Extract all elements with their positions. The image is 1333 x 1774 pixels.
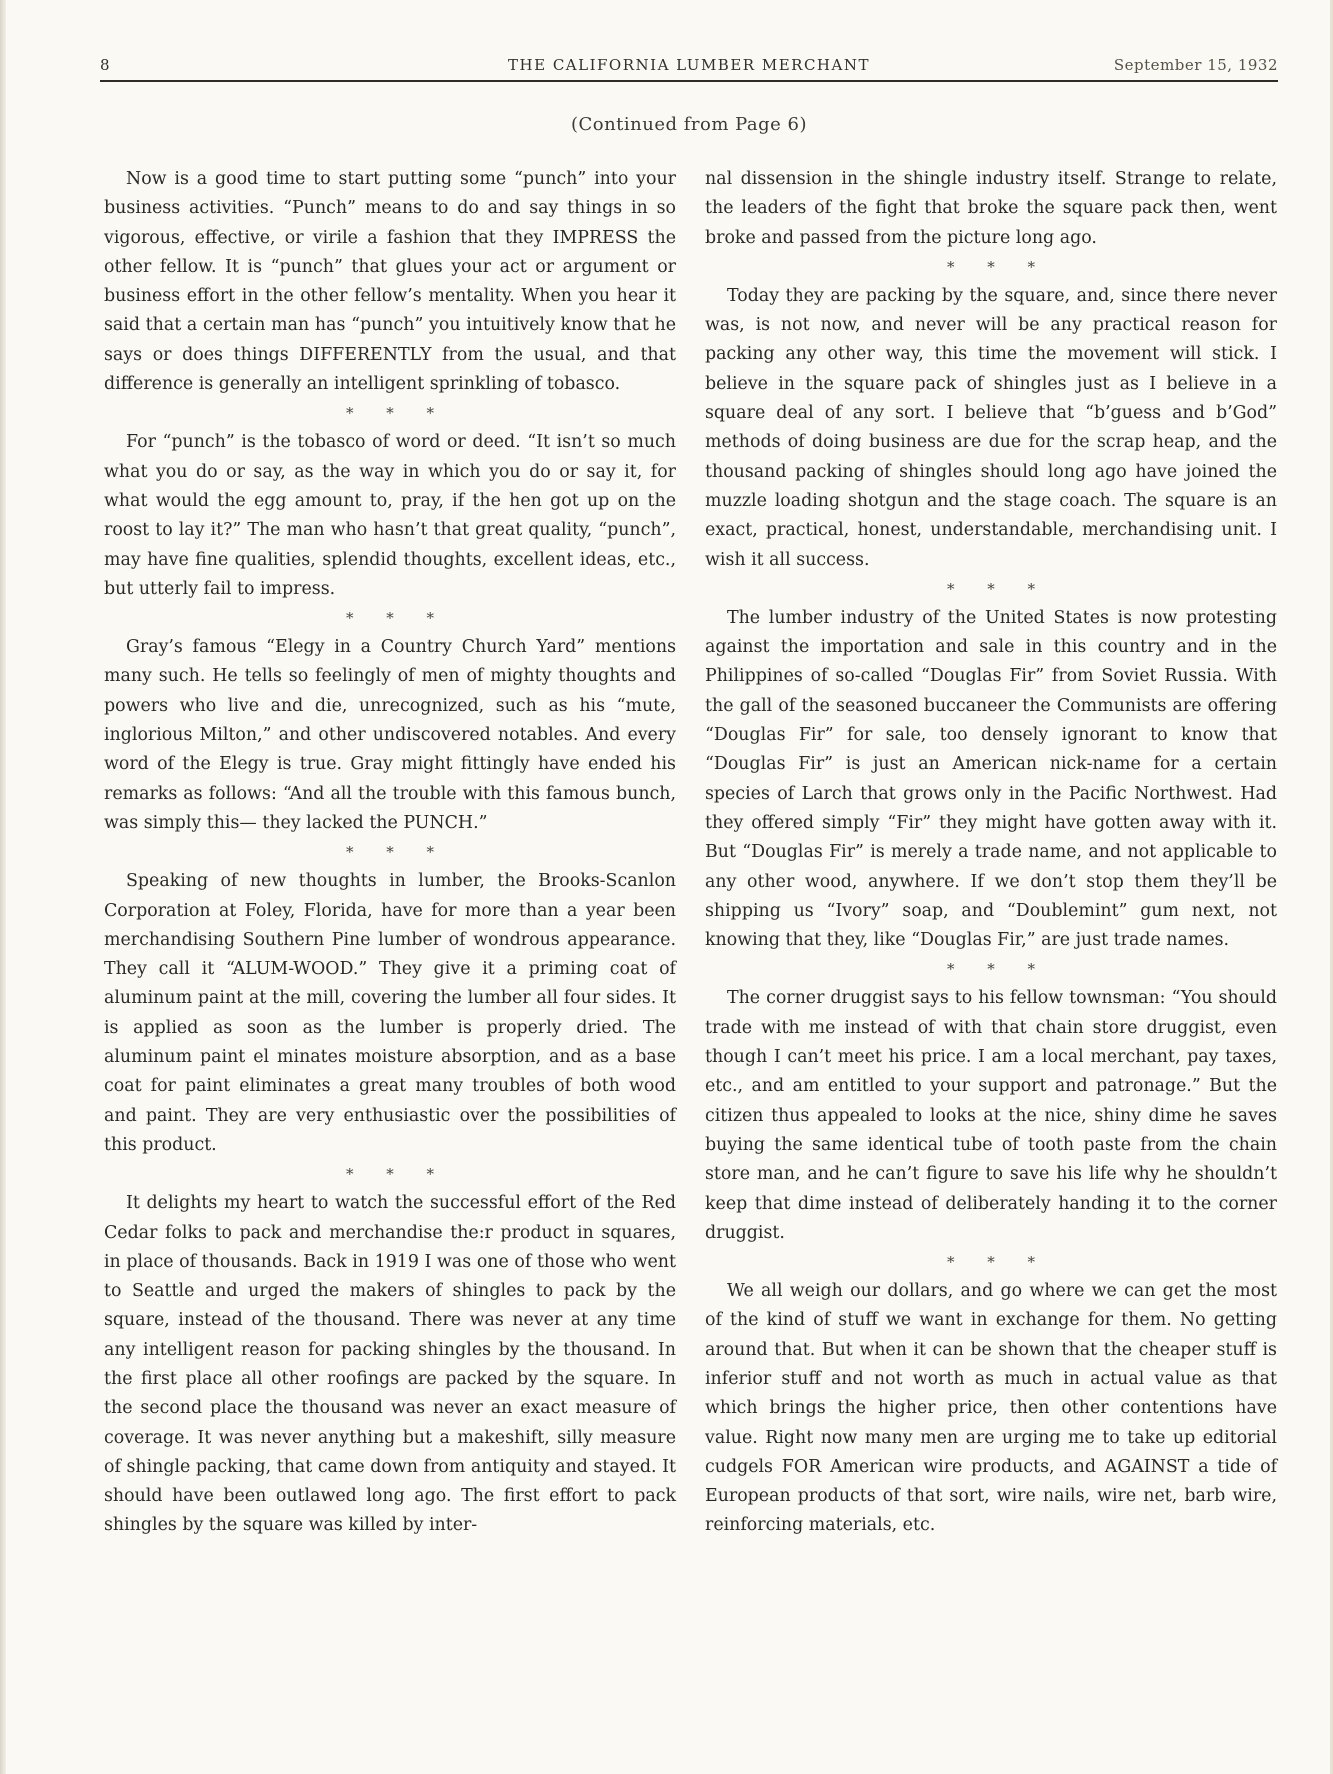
section-separator: * * *	[946, 257, 1050, 276]
paragraph-dollars: We all weigh our dollars, and go where we can get the most of the kind of stuff we want in exchange for them. No getting around that. But when it can be shown that the cheaper stuff is inferior stuff and not worth as much in actual value as that which brings the higher price, then other contentions have value. Right now many men are urging me to take up editorial cudgels FOR American wire products, and AGAINST a tide of European products of that sort, wire nails, wire net, barb wire, reinforcing materials, etc.	[705, 1281, 1277, 1536]
section-separator: * * *	[345, 609, 449, 628]
paragraph-tobasco: For “punch” is the tobasco of word or deed. “It isn’t so much what you do or say, as the way in which you do or say it, for what would the egg amount to, pray, if the hen got up on the roost to lay it?” The man who hasn’t that great quality, “punch”, may have fine qualities, splendid thoughts, excellent ideas, etc., but utterly fail to impress.	[104, 432, 676, 599]
section-separator: * * *	[946, 1253, 1050, 1272]
paragraph-dissension: nal dissension in the shingle industry itself. Strange to relate, the leaders of the fight that broke the square pack then, went broke and passed from the picture long ago.	[705, 169, 1277, 248]
journal-title: THE CALIFORNIA LUMBER MERCHANT	[508, 56, 870, 74]
page-number: 8	[100, 56, 111, 74]
paragraph-corner-druggist: The corner druggist says to his fellow townsman: “You should trade with me instead of with that chain store druggist, even though I can’t meet his price. I am a local merchant, pay taxes, etc., and am entitled to your support and patronage.” But the citizen thus appealed to looks at the nice, shiny dime he saves buying the same identical tube of tooth paste from the chain store man, and he can’t figure to save his life why he shouldn’t keep that dime instead of deliberately handing it to the corner druggist.	[705, 988, 1277, 1243]
paragraph-alum-wood: Speaking of new thoughts in lumber, the Brooks-Scanlon Corporation at Foley, Florida, have for more than a year been merchandising Southern Pine lumber of wondrous appearance. They call it “ALUM-WOOD.” They give it a priming coat of aluminum paint at the mill, covering the lumber all four sides. It is applied as soon as the lumber is properly dried. The aluminum paint el minates moisture absorption, and as a base coat for paint eliminates a great many troubles of both wood and paint. They are very enthusiastic over the possibilities of this product.	[104, 871, 676, 1155]
right-column	[705, 165, 1277, 1541]
section-separator: * * *	[345, 1165, 449, 1184]
header-rule	[100, 80, 1278, 82]
issue-date: September 15, 1932	[1113, 56, 1278, 74]
running-header	[100, 54, 1278, 80]
section-separator: * * *	[345, 843, 449, 862]
section-separator: * * *	[345, 404, 449, 423]
page-binding-edge	[0, 0, 6, 1774]
continued-note: (Continued from Page 6)	[570, 114, 808, 135]
left-column	[104, 165, 676, 1541]
paragraph-douglas-fir: The lumber industry of the United States is now protesting against the importation and sale in this country and in the Philippines of so-called “Douglas Fir” from Soviet Russia. With the gall of the seasoned buccaneer the Communists are offering “Douglas Fir” for sale, too densely ignorant to know that “Douglas Fir” is just an American nick-name for a certain species of Larch that grows only in the Pacific Northwest. Had they offered simply “Fir” they might have gotten away with it. But “Douglas Fir” is merely a trade name, and not applicable to any other wood, anywhere. If we don’t stop them they’ll be shipping us “Ivory” soap, and “Doublemint” gum next, not knowing that they, like “Douglas Fir,” are just trade names.	[705, 607, 1277, 951]
paragraph-punch: Now is a good time to start putting some “punch” into your business activities. “Punch” means to do and say things in so vigorous, effective, or virile a fashion that they IMPRESS the other fellow. It is “punch” that glues your act or argument or business effort in the other fellow’s mentality. When you hear it said that a certain man has “punch” you intuitively know that he says or does things DIFFERENTLY from the usual, and that difference is generally an intelligent sprinkling of tobasco.	[104, 169, 676, 395]
paragraph-square-pack: Today they are packing by the square, and, since there never was, is not now, and never will be any practical reason for packing any other way, this time the movement will stick. I believe in the square pack of shingles just as I believe in a square deal of any sort. I believe that “b’guess and b’God” methods of doing business are due for the scrap heap, and the thousand packing of shingles should long ago have joined the muzzle loading shotgun and the stage coach. The square is an exact, practical, honest, understandable, merchandising unit. I wish it all success.	[705, 285, 1277, 570]
section-separator: * * *	[946, 960, 1050, 979]
paragraph-elegy: Gray’s famous “Elegy in a Country Church Yard” mentions many such. He tells so feelingly of men of mighty thoughts and powers who live and die, unrecognized, such as his “mute, inglorious Milton,” and other undiscovered notables. And every word of the Elegy is true. Gray might fittingly have ended his remarks as follows: “And all the trouble with this famous bunch, was simply this— they lacked the PUNCH.”	[104, 637, 676, 833]
paragraph-red-cedar: It delights my heart to watch the successful effort of the Red Cedar folks to pack and merchandise the:r product in squares, in place of thousands. Back in 1919 I was one of those who went to Seattle and urged the makers of shingles to pack by the square, instead of the thousand. There was never at any time any intelligent reason for packing shingles by the thousand. In the first place all other roofings are packed by the square. In the second place the thousand was never an exact measure of coverage. It was never anything but a makeshift, silly measure of shingle packing, that came down from antiquity and stayed. It should have been outlawed long ago. The first effort to pack shingles by the square was killed by inter-	[104, 1193, 676, 1536]
section-separator: * * *	[946, 579, 1050, 598]
